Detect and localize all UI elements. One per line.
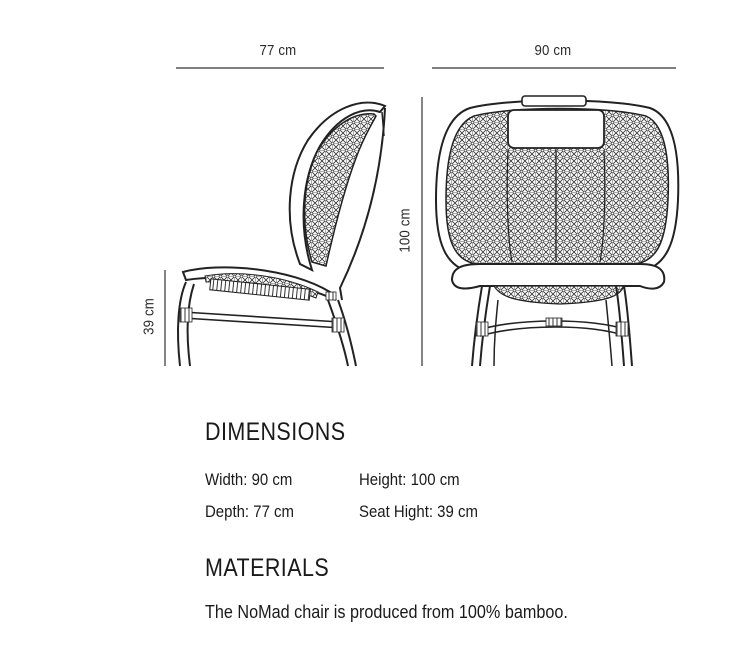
spec-value: 39 cm — [437, 502, 478, 521]
spec-label: Seat Hight: — [359, 502, 434, 521]
height-dimension-label: 100 cm — [396, 208, 414, 253]
front-seat-cane — [494, 286, 624, 304]
spec-label: Height: — [359, 470, 407, 489]
spec-height — [359, 470, 460, 490]
side-stretcher — [183, 312, 342, 328]
spec-label: Width: — [205, 470, 248, 489]
front-top-handle — [522, 96, 586, 106]
front-seat-rail — [452, 264, 664, 289]
side-backrest-cane — [305, 114, 376, 266]
dimensions-heading: DIMENSIONS — [205, 418, 346, 446]
seat-height-dimension-label: 39 cm — [140, 298, 158, 335]
spec-width — [205, 470, 292, 490]
depth-dimension-label: 77 cm — [259, 42, 297, 59]
spec-label: Depth: — [205, 502, 250, 521]
spec-seat-height — [359, 502, 478, 522]
side-front-leg — [178, 282, 194, 366]
materials-description: The NoMad chair is produced from 100% bamboo. — [205, 602, 568, 622]
spec-value: 100 cm — [410, 470, 460, 489]
spec-value: 90 cm — [251, 470, 293, 489]
spec-value: 77 cm — [253, 502, 294, 521]
width-dimension-label: 90 cm — [534, 42, 572, 59]
front-headrest-pillow — [508, 110, 604, 148]
side-back-leg — [328, 300, 356, 366]
spec-depth — [205, 502, 294, 522]
side-view-drawing — [165, 68, 385, 366]
front-view-drawing — [422, 68, 678, 366]
materials-heading: MATERIALS — [205, 554, 330, 582]
